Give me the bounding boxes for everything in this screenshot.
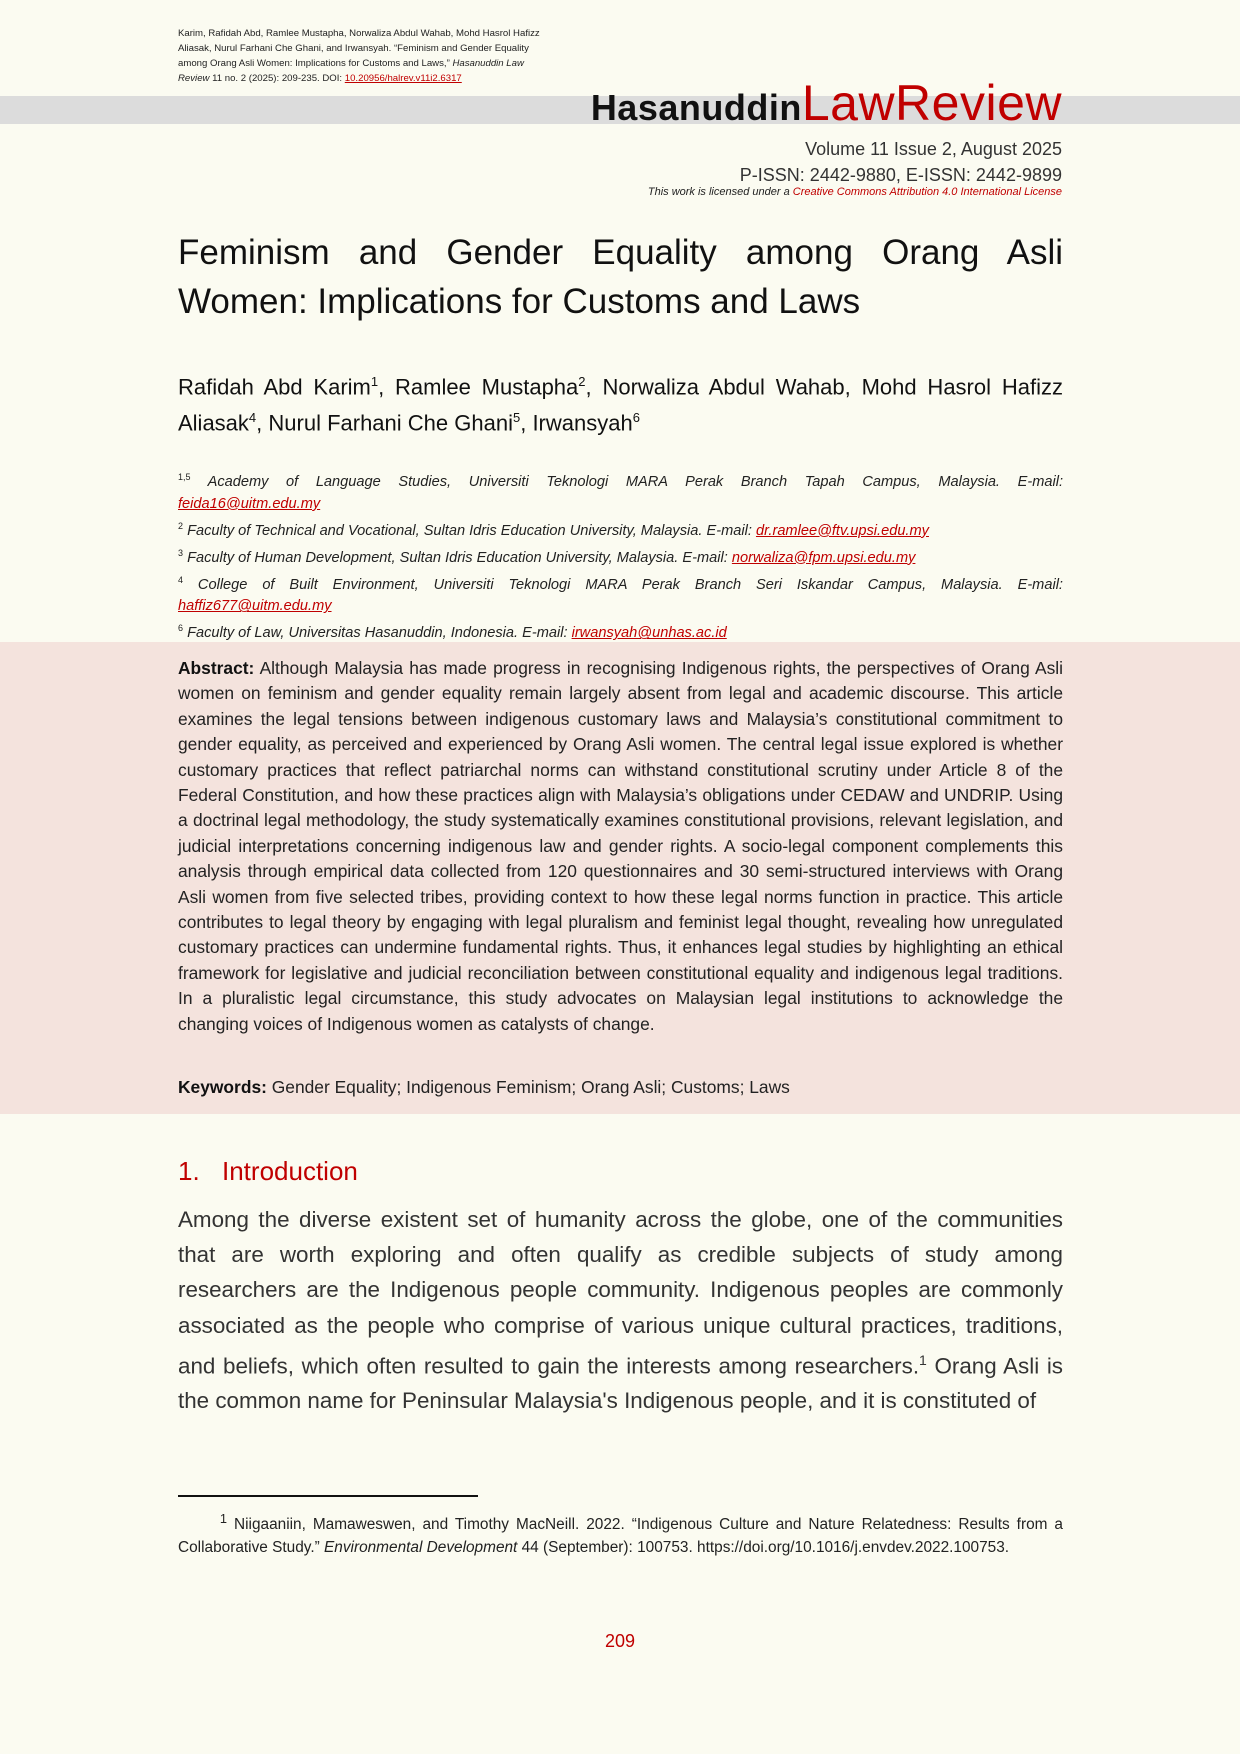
affiliation-text: Faculty of Human Development, Sultan Idris Education University, Malaysia. E-mail:: [187, 549, 728, 566]
author-name: Ramlee Mustapha: [395, 374, 579, 400]
footnote-text: 44 (September): 100753. https://doi.org/10.1016/j.envdev.2022.100753.: [521, 1538, 1010, 1556]
affiliation-item: [178, 466, 1063, 493]
affiliation-item: [178, 515, 1063, 542]
affiliation-item: [178, 617, 1063, 644]
abstract: [178, 656, 1063, 1037]
author-list: [178, 366, 1063, 439]
footnote-journal: Environmental Development: [324, 1538, 518, 1556]
affiliation-list: [178, 466, 1063, 644]
author-separator: ,: [256, 410, 269, 436]
footnote-marker: 1: [219, 1511, 228, 1526]
citation-text: 11 no. 2 (2025): 209-235. DOI:: [212, 73, 343, 84]
author-separator: ,: [378, 374, 396, 400]
author-affiliation-marker: 5: [512, 410, 521, 426]
journal-logo: [591, 74, 1062, 132]
author-name: Nurul Farhani Che Ghani: [268, 410, 513, 436]
citation-journal: Review: [178, 73, 210, 84]
keywords-text: Gender Equality; Indigenous Feminism; Orang Asli; Customs; Laws: [271, 1077, 790, 1097]
email-link[interactable]: norwaliza@fpm.upsi.edu.my: [731, 549, 916, 566]
intro-text: Orang Asli is the common name for Peninsular Malaysia's Indigenous people, and it is constituted of: [178, 1353, 1064, 1414]
volume-line: Volume 11 Issue 2, August 2025: [805, 139, 1062, 159]
affiliation-marker: 2: [178, 520, 184, 531]
affiliation-marker: 6: [178, 623, 184, 634]
license-notice: [648, 186, 1062, 198]
footnote-ref[interactable]: 1: [919, 1351, 927, 1368]
license-prefix: This work is licensed under a: [647, 186, 790, 198]
author-separator: ,: [844, 374, 862, 400]
author-name: Norwaliza Abdul Wahab: [602, 374, 845, 400]
issue-info: [740, 136, 1062, 188]
author-name: Mohd Hasrol Hafizz Aliasak: [178, 374, 1063, 436]
footnote-text: Niigaaniin, Mamaweswen, and Timothy MacNeill. 2022. “Indigenous Culture and Nature Relatedness: Results from a Collaborative Study.”: [178, 1516, 1063, 1556]
citation-line: Karim, Rafidah Abd, Ramlee Mustapha, Norwaliza Abdul Wahab, Mohd Hasrol Hafizz: [178, 28, 540, 39]
section-number: 1.: [178, 1156, 200, 1186]
citation-line: [178, 56, 618, 71]
keywords: [178, 1075, 1063, 1100]
footnote: [178, 1508, 1063, 1559]
affiliation-email-line: [178, 493, 1063, 515]
affiliation-marker: 4: [178, 574, 184, 585]
affiliation-marker: 3: [178, 547, 184, 558]
abstract-label: Abstract:: [178, 658, 255, 678]
affiliation-text: Faculty of Law, Universitas Hasanuddin, Indonesia. E-mail:: [187, 625, 568, 642]
affiliation-text: College of Built Environment, Universiti Teknologi MARA Perak Branch Seri Iskandar Campus, Malaysia. E-mail:: [197, 576, 1063, 593]
author-name: Irwansyah: [532, 410, 633, 436]
citation-text: among Orang Asli Women: Implications for Customs and Laws,”: [178, 58, 450, 69]
affiliation-email-line: [178, 595, 1063, 617]
author-name: Rafidah Abd Karim: [178, 374, 371, 400]
author-affiliation-marker: 4: [248, 410, 257, 426]
affiliation-item: [178, 542, 1063, 569]
author-affiliation-marker: 6: [632, 410, 640, 426]
section-title: Introduction: [222, 1156, 358, 1186]
keywords-label: Keywords:: [178, 1077, 267, 1097]
footnote-divider: [178, 1495, 478, 1497]
author-affiliation-marker: 1: [370, 374, 379, 389]
paper-title: Feminism and Gender Equality among Orang Asli Women: Implications for Customs and Laws: [178, 233, 1063, 321]
section-heading: [178, 1156, 358, 1187]
issn-line: P-ISSN: 2442-9880, E-ISSN: 2442-9899: [739, 165, 1062, 185]
author-separator: ,: [520, 410, 533, 436]
author-affiliation-marker: 2: [578, 374, 586, 389]
intro-paragraph: [178, 1202, 1063, 1419]
doi-link[interactable]: 10.20956/halrev.v11i2.6317: [344, 73, 462, 84]
affiliation-text: Faculty of Technical and Vocational, Sultan Idris Education University, Malaysia. E-mail:: [187, 522, 752, 539]
email-link[interactable]: irwansyah@unhas.ac.id: [571, 625, 727, 642]
email-link[interactable]: dr.ramlee@ftv.upsi.edu.my: [755, 522, 929, 539]
author-separator: ,: [585, 374, 603, 400]
logo-bold-text: Hasanuddin: [590, 87, 802, 128]
citation-journal: Hasanuddin Law: [452, 58, 524, 69]
email-link[interactable]: haffiz677@uitm.edu.my: [178, 598, 332, 615]
page-number: 209: [604, 1631, 636, 1651]
affiliation-item: [178, 569, 1063, 596]
logo-light-text: LawReview: [801, 75, 1062, 131]
citation-line: [178, 71, 618, 86]
citation-line: Aliasak, Nurul Farhani Che Ghani, and Irwansyah. “Feminism and Gender Equality: [178, 43, 529, 54]
abstract-text: Although Malaysia has made progress in recognising Indigenous rights, the perspectives of Orang Asli women on feminism and gender equality remain largely absent from legal and academic discourse. This article examines the legal tensions between indigenous customary laws and Malaysia’s constitutional commitment to gender equality, as perceived and experienced by Orang Asli women. The central legal issue explored is whether customary practices that reflect patriarchal norms can withstand constitutional scrutiny under Article 8 of the Federal Constitution, and how these practices align with Malaysia’s obligations under CEDAW and UNDRIP. Using a doctrinal legal methodology, the study systematically examines constitutional provisions, relevant legislation, and judicial interpretations concerning indigenous law and gender rights. A socio-legal component complements this analysis through empirical data collected from 120 questionnaires and 30 semi-structured interviews with Orang Asli women from five selected tribes, providing context to how these legal norms function in practice. This article contributes to legal theory by engaging with legal pluralism and feminist legal thought, revealing how unregulated customary practices can undermine fundamental rights. Thus, it enhances legal studies by highlighting an ethical framework for legislative and judicial reconciliation between constitutional equality and indigenous legal traditions. In a pluralistic legal circumstance, this study advocates on Malaysian legal institutions to acknowledge the changing voices of Indigenous women as catalysts of change.: [178, 658, 1063, 1034]
email-link[interactable]: feida16@uitm.edu.my: [178, 495, 321, 512]
affiliation-marker: 1,5: [178, 472, 191, 482]
affiliation-text: Academy of Language Studies, Universiti Teknologi MARA Perak Branch Tapah Campus, Malaysia. E-mail:: [207, 473, 1064, 490]
intro-text: Among the diverse existent set of humanity across the globe, one of the communities that are worth exploring and often qualify as credible subjects of study among researchers are the Indigenous people community. Indigenous peoples are commonly associated as the people who comprise of various unique cultural practices, traditions, and beliefs, which often resulted to gain the interests among researchers.: [178, 1207, 1063, 1379]
citation-block: [178, 26, 618, 86]
license-link[interactable]: Creative Commons Attribution 4.0 International License: [792, 186, 1062, 198]
